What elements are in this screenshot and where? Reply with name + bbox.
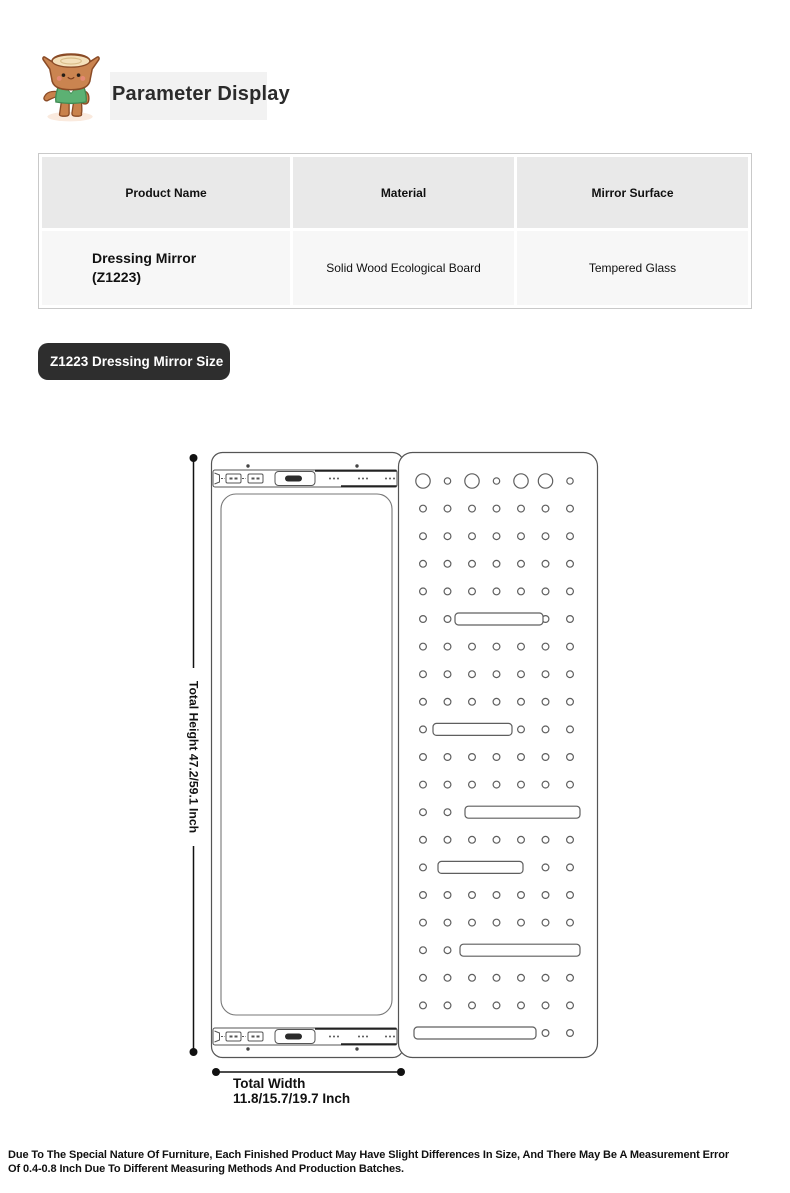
peg-hole [493,533,500,540]
peg-hole [444,478,450,484]
peg-hole [518,919,525,926]
peg-hole [420,754,427,761]
peg-hole [542,671,549,678]
peg-hole [420,781,427,788]
page-title: Parameter Display [112,83,290,105]
peg-hole [518,974,525,981]
peg-hole [420,588,427,595]
peg-slot [460,944,580,956]
peg-hole [444,616,451,623]
product-name-line2: (Z1223) [92,269,142,285]
column-product-name: Product Name [42,157,290,228]
peg-hole [444,588,451,595]
peg-hole [444,698,451,705]
peg-hole [518,588,525,595]
peg-hole [567,892,574,899]
peg-hole [518,836,525,843]
peg-hole [420,864,427,871]
peg-hole [567,726,574,733]
drawer-rail-bottom [213,1028,397,1045]
peg-hole [567,643,574,650]
peg-hole [420,698,427,705]
peg-hole [465,474,479,488]
material-cell: Solid Wood Ecological Board [293,231,514,305]
peg-hole [493,919,500,926]
peg-hole [518,643,525,650]
peg-hole [542,754,549,761]
peg-hole [542,588,549,595]
height-dimension-label [184,668,202,846]
peg-hole [493,588,500,595]
peg-hole [469,974,476,981]
peg-hole [444,781,451,788]
peg-hole [542,726,549,733]
peg-hole [444,836,451,843]
peg-hole [469,836,476,843]
peg-hole [538,474,552,488]
peg-hole [493,643,500,650]
peg-hole [567,836,574,843]
peg-hole [420,947,427,954]
peg-hole [469,698,476,705]
peg-hole [493,1002,500,1009]
peg-hole [444,974,451,981]
width-label-value: 11.8/15.7/19.7 Inch [233,1091,351,1106]
peg-hole [542,643,549,650]
peg-hole [567,698,574,705]
peg-hole [444,919,451,926]
spec-table [38,153,752,309]
peg-hole [518,892,525,899]
peg-hole [518,533,525,540]
peg-hole [542,892,549,899]
peg-hole [567,1002,574,1009]
disclaimer [8,1148,786,1177]
peg-hole [567,505,574,512]
peg-hole [444,1002,451,1009]
peg-hole [567,754,574,761]
product-name-cell [42,231,290,305]
peg-hole [469,643,476,650]
peg-hole [444,754,451,761]
peg-hole [542,560,549,567]
peg-hole [493,892,500,899]
mirror-surface-cell: Tempered Glass [517,231,748,305]
peg-hole [420,533,427,540]
peg-hole [518,726,525,733]
peg-hole [493,754,500,761]
peg-hole [567,1030,574,1037]
peg-hole [469,588,476,595]
peg-hole [469,505,476,512]
peg-hole [420,726,427,733]
peg-slot [465,806,580,818]
peg-hole [420,974,427,981]
peg-hole [542,864,549,871]
peg-hole [444,671,451,678]
mascot-logo [38,48,104,124]
peg-hole [444,643,451,650]
peg-hole [518,754,525,761]
peg-hole [567,560,574,567]
peg-hole [469,892,476,899]
width-dimension-line [212,1068,405,1076]
peg-hole [493,974,500,981]
peg-hole [518,671,525,678]
mirror-glass [221,494,392,1015]
peg-slot [438,861,523,873]
peg-hole [420,671,427,678]
size-diagram [0,445,790,1115]
peg-hole [444,533,451,540]
column-material: Material [293,157,514,228]
peg-hole [542,1002,549,1009]
column-mirror-surface: Mirror Surface [517,157,748,228]
peg-hole [518,781,525,788]
peg-hole [542,836,549,843]
peg-hole [567,616,574,623]
peg-hole [420,809,427,816]
width-label-title: Total Width [233,1076,306,1091]
peg-hole [542,698,549,705]
peg-hole [542,919,549,926]
peg-hole [420,836,427,843]
peg-hole [567,478,573,484]
peg-hole [420,643,427,650]
peg-hole [420,919,427,926]
peg-hole [493,698,500,705]
peg-hole [493,505,500,512]
peg-hole [567,671,574,678]
peg-hole [493,560,500,567]
mirror-panel [212,453,404,1058]
peg-hole [444,892,451,899]
size-section-badge: Z1223 Dressing Mirror Size [38,343,230,380]
peg-hole [420,616,427,623]
peg-hole [444,809,451,816]
peg-hole [567,919,574,926]
peg-hole [444,947,451,954]
peg-hole [420,505,427,512]
peg-hole [567,974,574,981]
peg-hole [542,533,549,540]
drawer-rail-top [213,470,397,487]
peg-hole [567,864,574,871]
peg-hole [542,781,549,788]
peg-hole [469,781,476,788]
peg-slot [455,613,543,625]
peg-hole [469,560,476,567]
peg-hole [493,781,500,788]
peg-hole [567,781,574,788]
peg-hole [420,892,427,899]
disclaimer-line1: Due To The Special Nature Of Furniture, Each Finished Product May Have Slight Differences In Size, And There May Be A Measurement Error [8,1149,730,1161]
peg-hole [493,671,500,678]
pegboard-panel [399,453,598,1058]
peg-hole [542,505,549,512]
peg-hole [542,974,549,981]
height-label-text: Total Height 47.2/59.1 Inch [186,680,201,834]
peg-hole [469,754,476,761]
mascot-shadow [47,112,92,121]
peg-hole [518,1002,525,1009]
peg-hole [420,560,427,567]
peg-hole [518,560,525,567]
peg-hole [469,671,476,678]
peg-slot [433,723,512,735]
spec-table-data-row [42,231,748,305]
peg-hole [420,1002,427,1009]
peg-hole [567,533,574,540]
peg-hole [469,919,476,926]
peg-hole [469,533,476,540]
peg-hole [493,836,500,843]
peg-hole [518,505,525,512]
peg-hole [493,478,499,484]
peg-hole [567,588,574,595]
spec-table-header-row [42,157,748,228]
peg-hole [416,474,430,488]
peg-hole [542,1030,549,1037]
disclaimer-line2: Of 0.4-0.8 Inch Due To Different Measuring Methods And Production Batches. [8,1163,404,1176]
peg-hole [514,474,528,488]
peg-hole [444,560,451,567]
peg-slot [414,1027,536,1039]
peg-hole [518,698,525,705]
product-name-line1: Dressing Mirror [92,250,197,267]
peg-hole [444,505,451,512]
peg-hole [469,1002,476,1009]
